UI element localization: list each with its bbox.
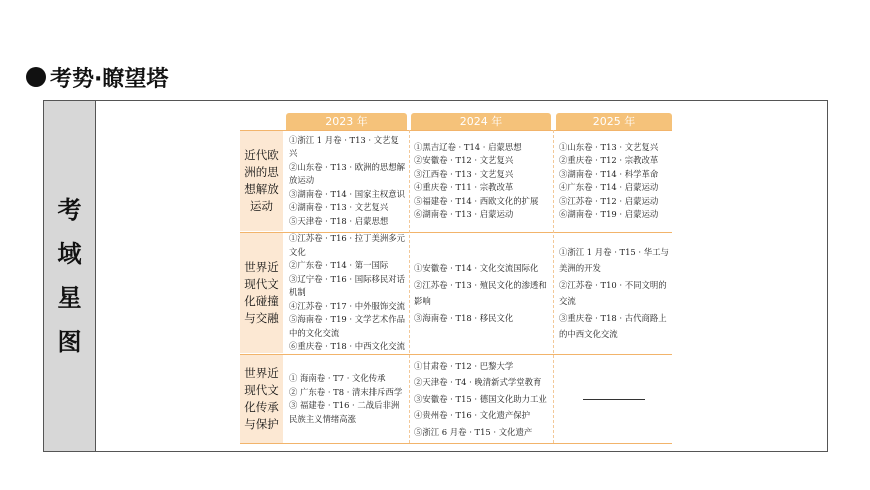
- year-header-2024: 2024 年: [411, 113, 551, 130]
- cell-line: ⑤天津卷 · T18 · 启蒙思想: [289, 215, 389, 226]
- cell-line: ②广东卷 · T14 · 第一国际: [289, 260, 389, 271]
- cell-line: ②重庆卷 · T12 · 宗教改革: [559, 155, 659, 165]
- side-label-char: 图: [57, 328, 82, 356]
- cell-line: ③辽宁卷 · T16 · 国际移民对话机制: [289, 273, 405, 298]
- cell-line: ⑤海南卷 · T19 · 文学艺术作品中的文化交流: [289, 314, 405, 338]
- cell-line: ④江苏卷 · T17 · 中外服饰交流: [289, 300, 405, 311]
- side-label-panel: [44, 101, 96, 451]
- cell-line: ③湖南卷 · T14 · 国家主权意识: [289, 188, 405, 199]
- cell-line: ⑥重庆卷 · T18 · 中西文化交流: [289, 341, 405, 352]
- row-category: [240, 233, 283, 353]
- table-cell: [411, 131, 553, 231]
- row-category-label: 世界近现代文化传承与保护: [244, 366, 279, 431]
- cell-line: ②天津卷 · T4 · 晚清新式学堂教育: [414, 377, 542, 388]
- cell-line: ① 海南卷 · T7 · 文化传承: [289, 373, 386, 383]
- table-cell: [411, 233, 553, 353]
- cell-line: ⑤福建卷 · T14 · 西欧文化的扩展: [414, 195, 539, 206]
- empty-cell-dash: [583, 399, 645, 400]
- section-title: [26, 62, 168, 92]
- cell-line: ①江苏卷 · T16 · 拉丁美洲多元文化: [289, 233, 405, 257]
- bullet-dot-icon: [26, 67, 46, 87]
- cell-line: ②江苏卷 · T10 · 不同文明的交流: [559, 279, 667, 306]
- section-title-text: 考势·瞭望塔: [50, 66, 169, 92]
- cell-line: ④重庆卷 · T11 · 宗教改革: [414, 182, 514, 192]
- table-cell: [286, 233, 409, 353]
- cell-line: ⑤浙江 6 月卷 · T15 · 文化遗产: [414, 426, 533, 437]
- cell-line: ⑥湖南卷 · T13 · 启蒙运动: [414, 209, 514, 219]
- cell-line: ⑤江苏卷 · T12 · 启蒙运动: [559, 195, 659, 206]
- table-cell: [286, 355, 409, 443]
- row-category: [240, 355, 283, 443]
- table-cell: [556, 131, 672, 231]
- cell-line: ④贵州卷 · T16 · 文化遗产保护: [414, 410, 530, 421]
- year-header-2025: 2025 年: [556, 113, 672, 130]
- cell-line: ③安徽卷 · T15 · 德国文化助力工业: [414, 393, 547, 404]
- cell-line: ③江西卷 · T13 · 文艺复兴: [414, 168, 514, 179]
- side-label-char: 域: [57, 240, 82, 268]
- cell-line: ③ 福建卷 · T16 · 二战后非洲民族主义情绪高涨: [289, 400, 400, 424]
- table-cell: [556, 355, 672, 443]
- row-category-label: 近代欧洲的思想解放运动: [244, 148, 279, 213]
- cell-line: ④广东卷 · T14 · 启蒙运动: [559, 182, 659, 192]
- cell-line: ①甘肃卷 · T12 · 巴黎大学: [414, 360, 514, 371]
- cell-line: ③重庆卷 · T18 · 古代商路上的中西文化交流: [559, 312, 667, 339]
- row-divider: [240, 443, 672, 444]
- cell-line: ②山东卷 · T13 · 欧洲的思想解放运动: [289, 161, 405, 186]
- cell-line: ⑥湖南卷 · T19 · 启蒙运动: [559, 209, 659, 219]
- cell-line: ①黑吉辽卷 · T14 · 启蒙思想: [414, 141, 522, 152]
- cell-line: ②江苏卷 · T13 · 殖民文化的渗透和影响: [414, 279, 547, 306]
- table-cell: [411, 355, 553, 443]
- column-divider: [409, 130, 410, 443]
- cell-line: ③海南卷 · T18 · 移民文化: [414, 312, 514, 323]
- cell-line: ④湖南卷 · T13 · 文艺复兴: [289, 202, 389, 213]
- column-divider: [553, 130, 554, 443]
- table-cell: [556, 233, 672, 353]
- row-category: [240, 131, 283, 231]
- cell-line: ② 广东卷 · T8 · 清末排斥西学: [289, 386, 403, 397]
- side-label-char: 星: [57, 284, 82, 312]
- cell-line: ①浙江 1 月卷 · T15 · 华工与美洲的开发: [559, 246, 669, 273]
- year-header-2023: 2023 年: [286, 113, 407, 130]
- exam-map-table: [43, 100, 828, 452]
- cell-line: ③湖南卷 · T14 · 科学革命: [559, 168, 659, 179]
- cell-line: ①浙江 1 月卷 · T13 · 文艺复兴: [289, 134, 399, 159]
- cell-line: ②安徽卷 · T12 · 文艺复兴: [414, 155, 514, 165]
- cell-line: ①安徽卷 · T14 · 文化交流国际化: [414, 263, 539, 273]
- table-cell: [286, 131, 409, 231]
- row-category-label: 世界近现代文化碰撞与交融: [244, 260, 279, 325]
- cell-line: ①山东卷 · T13 · 文艺复兴: [559, 141, 659, 152]
- side-label-char: 考: [57, 196, 82, 224]
